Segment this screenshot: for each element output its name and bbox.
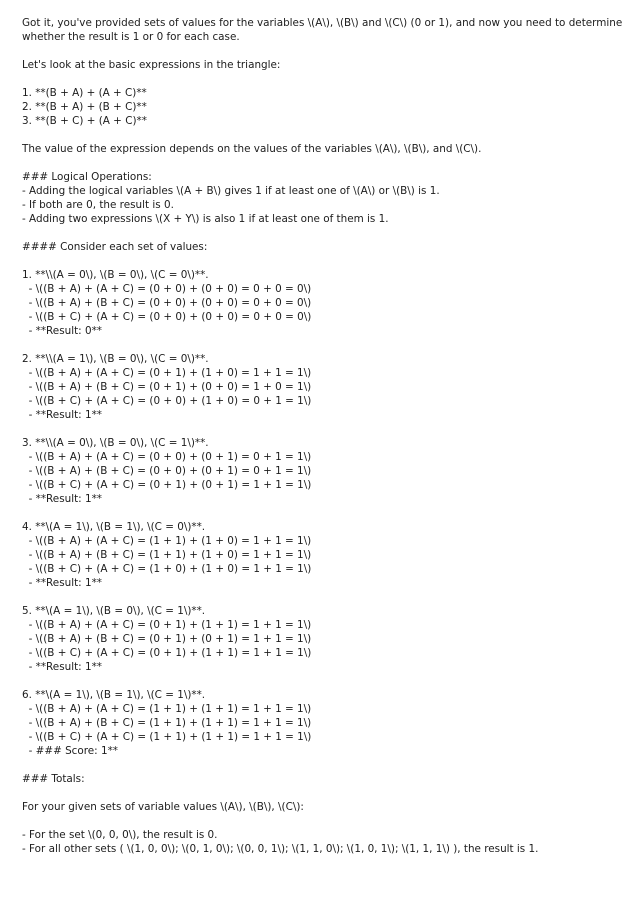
text-line: For your given sets of variable values \(A\), \(B\), \(C\): xyxy=(22,801,304,813)
text-line: 3. **\\(A = 0\), \(B = 0\), \(C = 1\)**. xyxy=(22,437,209,449)
blank-line xyxy=(22,254,616,268)
text-line: 1. **\\(A = 0\), \(B = 0\), \(C = 0\)**. xyxy=(22,269,209,281)
blank-line xyxy=(22,758,616,772)
blank-line xyxy=(22,590,616,604)
text-line: - \((B + A) + (B + C) = (0 + 0) + (0 + 1) = 0 + 1 = 1\) xyxy=(22,465,312,477)
text-line: - \((B + A) + (B + C) = (1 + 1) + (1 + 0) = 1 + 1 = 1\) xyxy=(22,549,312,561)
blank-line xyxy=(22,422,616,436)
text-line: - \((B + A) + (A + C) = (0 + 1) + (1 + 1) = 1 + 1 = 1\) xyxy=(22,619,312,631)
text-line: - Adding the logical variables \(A + B\) gives 1 if at least one of \(A\) or \(B\) is 1. xyxy=(22,185,440,197)
blank-line xyxy=(22,128,616,142)
text-line: - \((B + A) + (A + C) = (0 + 0) + (0 + 0) = 0 + 0 = 0\) xyxy=(22,283,312,295)
blank-line xyxy=(22,814,616,828)
text-line: - \((B + C) + (A + C) = (0 + 0) + (0 + 0) = 0 + 0 = 0\) xyxy=(22,311,312,323)
text-line: Let's look at the basic expressions in the triangle: xyxy=(22,59,281,71)
text-line: - **Result: 1** xyxy=(22,493,102,505)
text-line: - \((B + A) + (A + C) = (0 + 0) + (0 + 1) = 0 + 1 = 1\) xyxy=(22,451,312,463)
text-line: - \((B + C) + (A + C) = (1 + 1) + (1 + 1) = 1 + 1 = 1\) xyxy=(22,731,312,743)
text-line: - \((B + A) + (A + C) = (1 + 1) + (1 + 1) = 1 + 1 = 1\) xyxy=(22,703,312,715)
blank-line xyxy=(22,44,616,58)
blank-line xyxy=(22,786,616,800)
text-line: 6. **\(A = 1\), \(B = 1\), \(C = 1\)**. xyxy=(22,689,206,701)
blank-line xyxy=(22,156,616,170)
text-line: 4. **\(A = 1\), \(B = 1\), \(C = 0\)**. xyxy=(22,521,206,533)
text-line: ### Logical Operations: xyxy=(22,171,152,183)
text-line: - \((B + C) + (A + C) = (1 + 0) + (1 + 0) = 1 + 1 = 1\) xyxy=(22,563,312,575)
text-line: - **Result: 0** xyxy=(22,325,102,337)
text-line: #### Consider each set of values: xyxy=(22,241,208,253)
text-line: - \((B + C) + (A + C) = (0 + 1) + (0 + 1) = 1 + 1 = 1\) xyxy=(22,479,312,491)
text-line: 5. **\(A = 1\), \(B = 0\), \(C = 1\)**. xyxy=(22,605,206,617)
text-line: - **Result: 1** xyxy=(22,409,102,421)
text-line: - ### Score: 1** xyxy=(22,745,118,757)
text-line: - For all other sets ( \(1, 0, 0\); \(0, 1, 0\); \(0, 0, 1\); \(1, 1, 0\); \(1, 0, 1\); \(1, 1, 1\) ), the result is 1. xyxy=(22,843,539,855)
text-line: - \((B + A) + (B + C) = (1 + 1) + (1 + 1) = 1 + 1 = 1\) xyxy=(22,717,312,729)
text-line: - \((B + A) + (B + C) = (0 + 1) + (0 + 1) = 1 + 1 = 1\) xyxy=(22,633,312,645)
blank-line xyxy=(22,226,616,240)
text-line: - **Result: 1** xyxy=(22,577,102,589)
text-line: - \((B + A) + (A + C) = (0 + 1) + (1 + 0) = 1 + 1 = 1\) xyxy=(22,367,312,379)
text-line: - **Result: 1** xyxy=(22,661,102,673)
text-line: - \((B + A) + (A + C) = (1 + 1) + (1 + 0) = 1 + 1 = 1\) xyxy=(22,535,312,547)
text-line: - \((B + A) + (B + C) = (0 + 0) + (0 + 0) = 0 + 0 = 0\) xyxy=(22,297,312,309)
text-line: - \((B + C) + (A + C) = (0 + 1) + (1 + 1) = 1 + 1 = 1\) xyxy=(22,647,312,659)
blank-line xyxy=(22,506,616,520)
text-line: 3. **(B + C) + (A + C)** xyxy=(22,115,147,127)
text-line: 2. **(B + A) + (B + C)** xyxy=(22,101,147,113)
text-line: 1. **(B + A) + (A + C)** xyxy=(22,87,147,99)
text-line: - Adding two expressions \(X + Y\) is also 1 if at least one of them is 1. xyxy=(22,213,389,225)
text-line: 2. **\\(A = 1\), \(B = 0\), \(C = 0\)**. xyxy=(22,353,209,365)
text-line: - \((B + A) + (B + C) = (0 + 1) + (0 + 0) = 1 + 0 = 1\) xyxy=(22,381,312,393)
text-line: ### Totals: xyxy=(22,773,85,785)
blank-line xyxy=(22,72,616,86)
blank-line xyxy=(22,674,616,688)
text-line: Got it, you've provided sets of values for the variables \(A\), \(B\) and \(C\) (0 or 1), and now you need to determine xyxy=(22,17,623,29)
text-line: - If both are 0, the result is 0. xyxy=(22,199,174,211)
text-line: - For the set \(0, 0, 0\), the result is 0. xyxy=(22,829,218,841)
text-line: The value of the expression depends on the values of the variables \(A\), \(B\), and \(C\). xyxy=(22,143,482,155)
blank-line xyxy=(22,338,616,352)
text-line: - \((B + C) + (A + C) = (0 + 0) + (1 + 0) = 0 + 1 = 1\) xyxy=(22,395,312,407)
text-line: whether the result is 1 or 0 for each case. xyxy=(22,31,240,43)
